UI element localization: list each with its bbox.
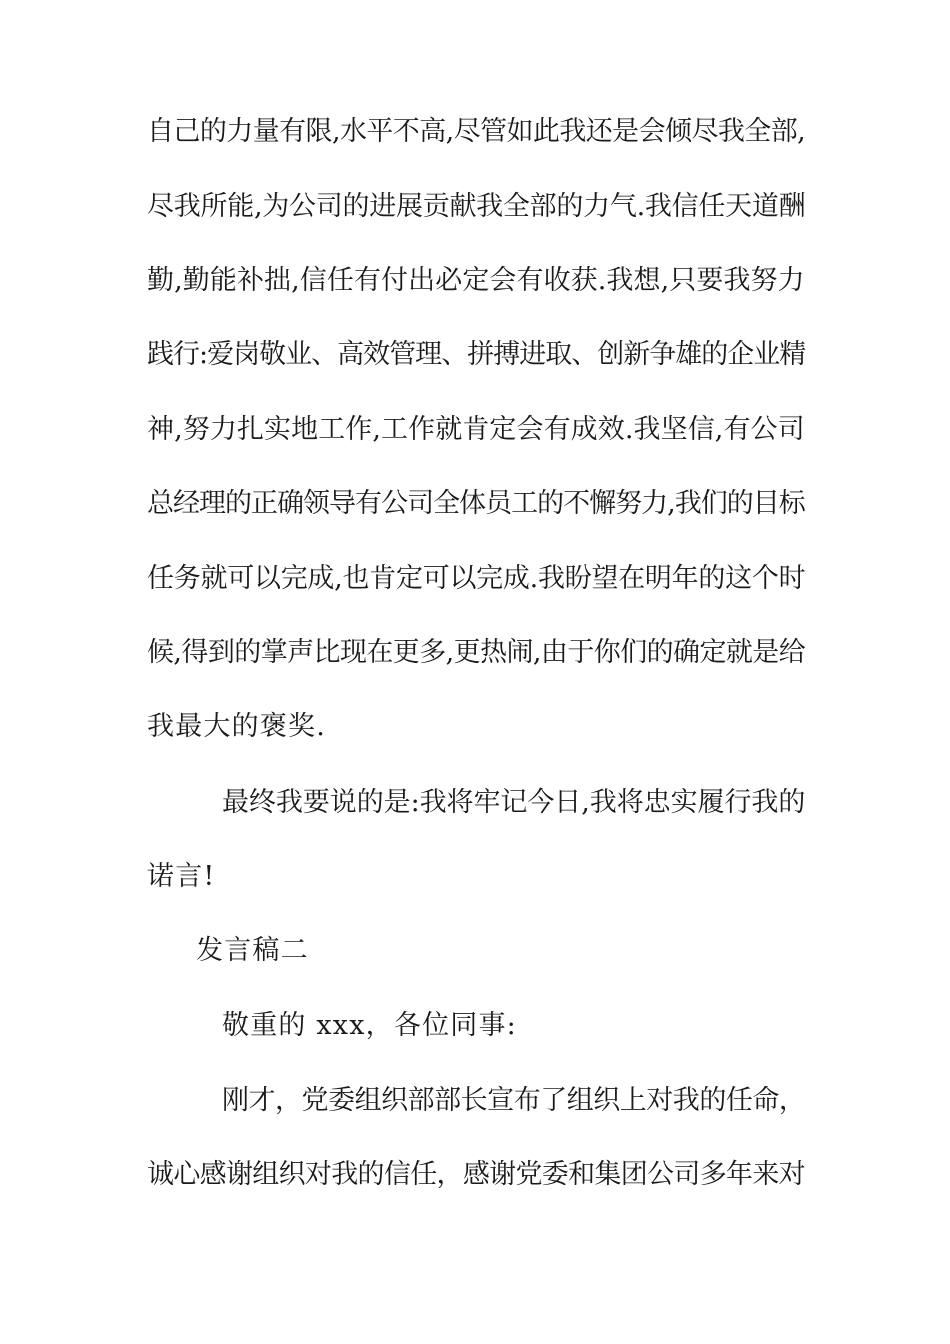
section-title: 发言稿二 (196, 935, 309, 966)
text-line: 践行:爱岗敬业、高效管理、拼搏进取、创新争雄的企业精 (147, 339, 806, 370)
text-line: 神,努力扎实地工作,工作就肯定会有成效.我坚信,有公司 (147, 414, 805, 445)
text-line: 最终我要说的是:我将牢记今日,我将忠实履行我的 (222, 787, 806, 818)
text-line: 刚才，党委组织部部长宣布了组织上对我的任命， (222, 1085, 806, 1116)
text-line: 总经理的正确领导有公司全体员工的不懈努力,我们的目标 (147, 488, 805, 519)
text-line: 勤,勤能补拙,信任有付出必定会有收获.我想,只要我努力 (147, 265, 805, 296)
text-line: 候,得到的掌声比现在更多,更热闹,由于你们的确定就是给 (147, 637, 806, 668)
text-line: 自己的力量有限,水平不高,尽管如此我还是会倾尽我全部, (147, 116, 806, 147)
salutation: 敬重的 xxx，各位同事: (222, 1010, 517, 1041)
text-line: 任务就可以完成,也肯定可以完成.我盼望在明年的这个时 (147, 563, 806, 594)
text-line: 诺言! (147, 861, 216, 892)
text-line: 尽我所能,为公司的进展贡献我全部的力气.我信任天道酬 (147, 191, 806, 222)
text-line: 我最大的褒奖. (147, 711, 326, 742)
text-line: 诚心感谢组织对我的信任，感谢党委和集团公司多年来对 (147, 1159, 805, 1190)
